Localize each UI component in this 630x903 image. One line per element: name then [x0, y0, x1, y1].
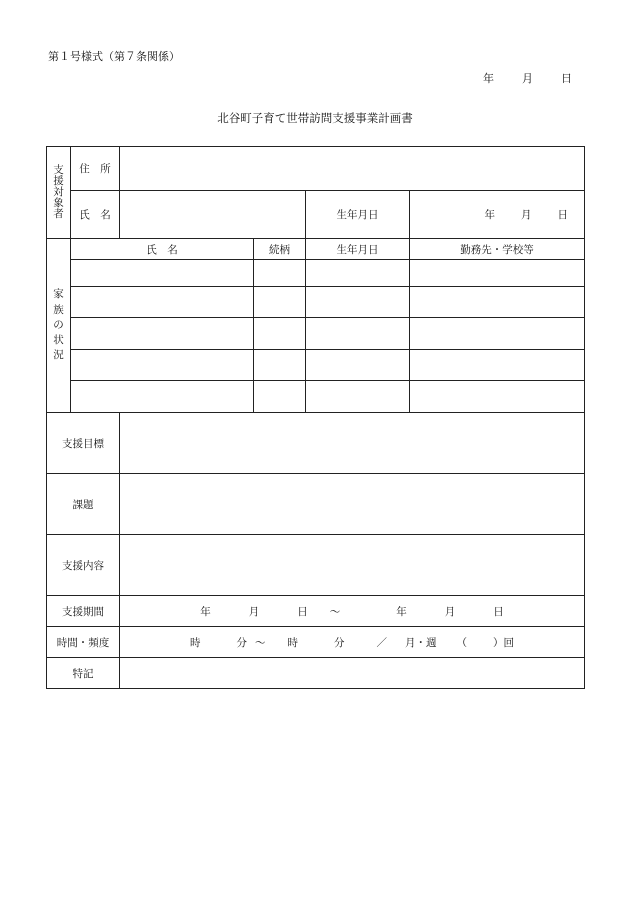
- subject-name-label: 氏 名: [71, 191, 120, 239]
- date-day: 日: [561, 72, 572, 85]
- family-workplace-cell[interactable]: [410, 287, 585, 318]
- date-month: 月: [522, 72, 533, 85]
- family-section-label: 家 族 の 状 況: [47, 239, 71, 413]
- subject-section-label: 支 援 対 象 者: [47, 147, 71, 239]
- family-col-workplace: 勤務先・学校等: [410, 239, 585, 260]
- family-relation-cell[interactable]: [254, 381, 306, 413]
- family-row: [47, 260, 585, 287]
- family-relation-cell[interactable]: [254, 260, 306, 287]
- support-content-label: 支援内容: [47, 535, 120, 596]
- document-title: 北谷町子育て世帯訪問支援事業計画書: [217, 111, 413, 125]
- notes-label: 特記: [47, 658, 120, 689]
- family-relation-cell[interactable]: [254, 318, 306, 350]
- family-birth-cell[interactable]: [306, 318, 410, 350]
- date-year: 年: [483, 72, 494, 85]
- address-field[interactable]: [120, 147, 585, 191]
- family-name-cell[interactable]: [71, 350, 254, 381]
- family-col-birthdate: 生年月日: [306, 239, 410, 260]
- family-row: [47, 350, 585, 381]
- address-label: 住 所: [71, 147, 120, 191]
- period-tilde: ～: [329, 605, 341, 618]
- family-col-relation: 続柄: [254, 239, 306, 260]
- family-workplace-cell[interactable]: [410, 381, 585, 413]
- family-relation-cell[interactable]: [254, 287, 306, 318]
- family-name-cell[interactable]: [71, 260, 254, 287]
- family-workplace-cell[interactable]: [410, 318, 585, 350]
- issue-label: 課題: [47, 474, 120, 535]
- plan-form-table: [46, 146, 585, 689]
- family-name-cell[interactable]: [71, 381, 254, 413]
- family-birth-cell[interactable]: [306, 287, 410, 318]
- family-relation-cell[interactable]: [254, 350, 306, 381]
- subject-birth-field[interactable]: 年 月 日: [410, 191, 585, 239]
- family-name-cell[interactable]: [71, 318, 254, 350]
- submission-date: [483, 70, 572, 86]
- family-workplace-cell[interactable]: [410, 260, 585, 287]
- family-birth-cell[interactable]: [306, 350, 410, 381]
- subject-name-field[interactable]: [120, 191, 306, 239]
- support-goal-label: 支援目標: [47, 413, 120, 474]
- support-period-label: 支援期間: [47, 596, 120, 627]
- support-period-field[interactable]: 年 月 日 ～ 年 月 日: [120, 596, 585, 627]
- family-row: [47, 381, 585, 413]
- issue-field[interactable]: [120, 474, 585, 535]
- family-col-name: 氏 名: [71, 239, 254, 260]
- family-birth-cell[interactable]: [306, 260, 410, 287]
- support-content-field[interactable]: [120, 535, 585, 596]
- form-number: 第１号様式（第７条関係）: [48, 50, 180, 63]
- notes-field[interactable]: [120, 658, 585, 689]
- family-row: [47, 318, 585, 350]
- family-birth-cell[interactable]: [306, 381, 410, 413]
- family-row: [47, 287, 585, 318]
- frequency-field[interactable]: 時 分 ～ 時 分 ／ 月・週 （ ）回: [120, 627, 585, 658]
- subject-birth-label: 生年月日: [306, 191, 410, 239]
- support-goal-field[interactable]: [120, 413, 585, 474]
- family-name-cell[interactable]: [71, 287, 254, 318]
- family-workplace-cell[interactable]: [410, 350, 585, 381]
- frequency-label: 時間・頻度: [47, 627, 120, 658]
